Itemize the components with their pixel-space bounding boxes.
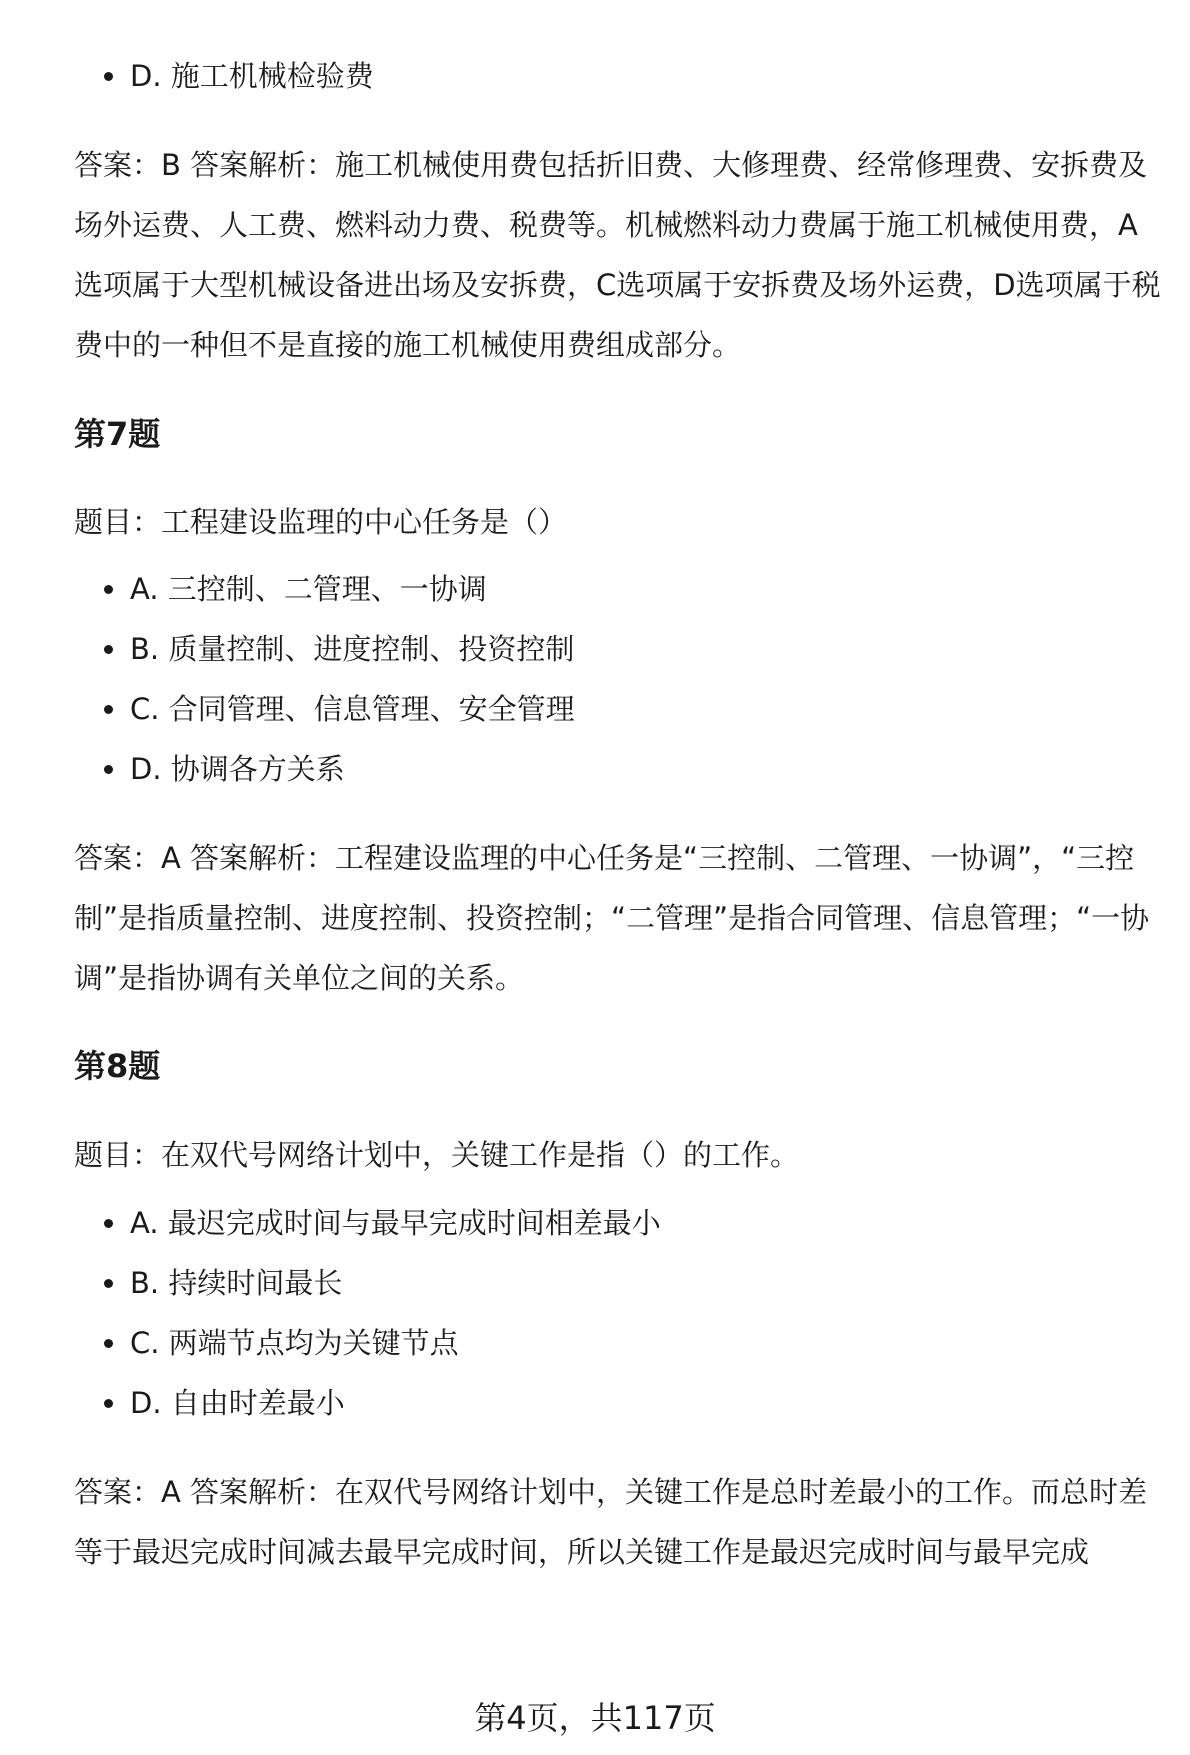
bullet-icon: [104, 1279, 113, 1288]
option-text: D. 协调各方关系: [130, 752, 345, 786]
bullet-icon: [104, 585, 113, 594]
q7-answer: 答案：A 答案解析：工程建设监理的中心任务是“三控制、二管理、一协调”，“三控制”是指质量控制、进度控制、投资控制；“二管理”是指合同管理、信息管理；“一协调”是指协调有关单位之间的关系。: [74, 841, 1150, 995]
q8-answer: 答案：A 答案解析：在双代号网络计划中，关键工作是总时差最小的工作。而总时差等于最迟完成时间减去最早完成时间，所以关键工作是最迟完成时间与最早完成: [74, 1475, 1148, 1569]
option-b: [74, 1263, 1164, 1323]
bullet-icon: [104, 72, 113, 81]
bullet-icon: [104, 645, 113, 654]
q6-answer: 答案：B 答案解析：施工机械使用费包括折旧费、大修理费、经常修理费、安拆费及场外运费、人工费、燃料动力费、税费等。机械燃料动力费属于施工机械使用费，A选项属于大型机械设备进出场及安拆费，C选项属于安拆费及场外运费，D选项属于税费中的一种但不是直接的施工机械使用费组成部分。: [74, 148, 1161, 362]
option-d: [74, 1383, 1164, 1443]
q8-heading: 第8题: [74, 1047, 161, 1085]
q6-options: [74, 56, 1164, 116]
bullet-icon: [104, 1339, 113, 1348]
option-text: C. 两端节点均为关键节点: [130, 1326, 459, 1360]
option-c: [74, 1323, 1164, 1383]
q7-options: [74, 569, 1164, 809]
option-a: [74, 1203, 1164, 1263]
option-text: A. 三控制、二管理、一协调: [130, 572, 487, 606]
option-text: A. 最迟完成时间与最早完成时间相差最小: [130, 1206, 661, 1240]
option-d: [74, 56, 1164, 116]
option-text: B. 持续时间最长: [130, 1266, 343, 1300]
option-d: [74, 749, 1164, 809]
bullet-icon: [104, 1399, 113, 1408]
q7-heading: 第7题: [74, 415, 161, 453]
bullet-icon: [104, 765, 113, 774]
option-text: B. 质量控制、进度控制、投资控制: [130, 632, 575, 666]
option-a: [74, 569, 1164, 629]
option-text: D. 施工机械检验费: [130, 59, 374, 93]
option-text: D. 自由时差最小: [130, 1386, 345, 1420]
bullet-icon: [104, 705, 113, 714]
option-text: C. 合同管理、信息管理、安全管理: [130, 692, 575, 726]
page-footer: 第4页，共117页: [474, 1699, 716, 1737]
q8-question: 题目：在双代号网络计划中，关键工作是指（）的工作。: [74, 1138, 800, 1172]
option-c: [74, 689, 1164, 749]
bullet-icon: [104, 1219, 113, 1228]
q7-question: 题目：工程建设监理的中心任务是（）: [74, 505, 568, 539]
option-b: [74, 629, 1164, 689]
q8-options: [74, 1203, 1164, 1443]
page-content: [74, 56, 1164, 1582]
